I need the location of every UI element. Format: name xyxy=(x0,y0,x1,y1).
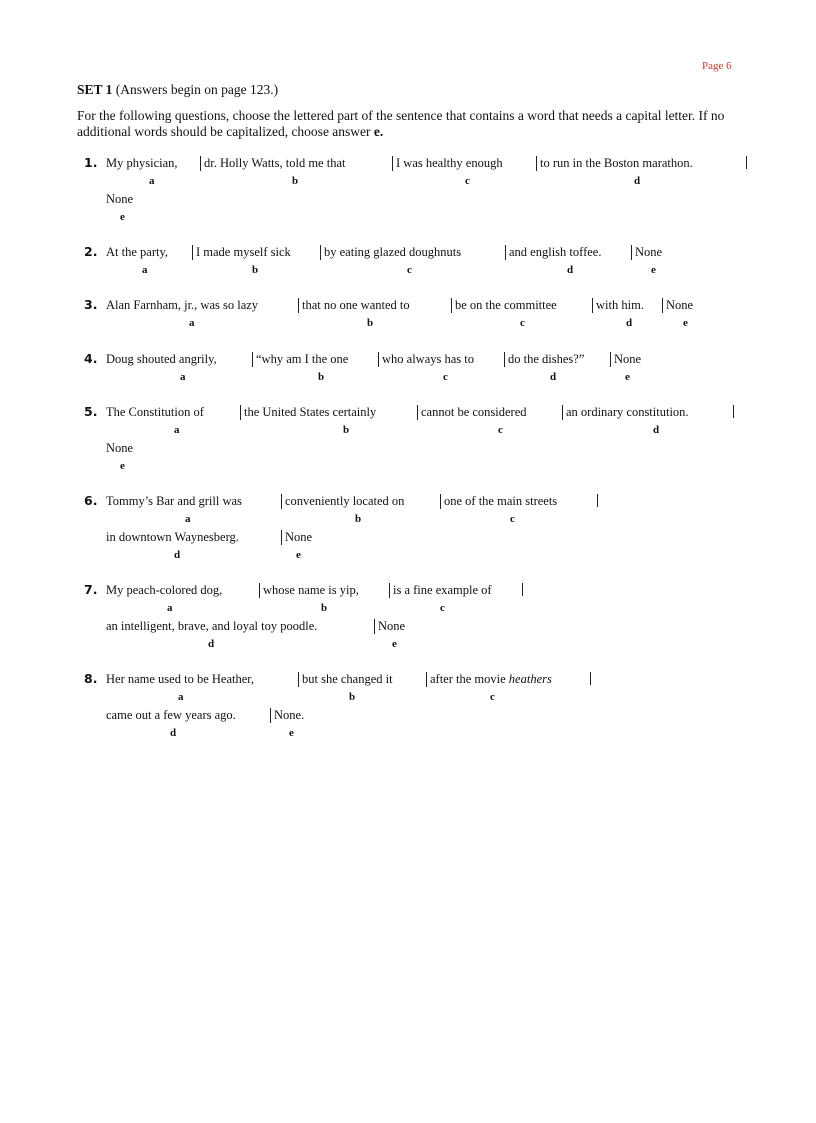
letter-d: d xyxy=(653,424,660,436)
answer-part-e[interactable]: None xyxy=(662,298,693,313)
letter-c: c xyxy=(440,602,445,614)
answer-part-a[interactable]: My physician, xyxy=(106,156,178,170)
answer-part-c[interactable]: be on the committee xyxy=(451,298,557,313)
answer-part-e[interactable]: None. xyxy=(270,708,304,723)
letter-e: e xyxy=(651,264,656,276)
letter-e: e xyxy=(120,211,125,223)
letter-d: d xyxy=(626,317,633,329)
letter-c: c xyxy=(498,424,503,436)
letter-b: b xyxy=(318,371,325,383)
answer-part-e[interactable]: None xyxy=(374,619,405,634)
answer-part-a[interactable]: At the party, xyxy=(106,245,169,259)
question-number: 1. xyxy=(84,155,98,170)
answer-part-a[interactable]: The Constitution of xyxy=(106,405,204,419)
answer-part-b[interactable]: conveniently located on xyxy=(281,494,404,509)
letter-e: e xyxy=(296,549,301,561)
letter-d: d xyxy=(208,638,215,650)
set-title: SET 1 xyxy=(77,82,113,97)
answer-part-b[interactable]: the United States certainly xyxy=(240,405,376,420)
divider xyxy=(597,494,598,507)
divider xyxy=(590,672,591,685)
letter-c: c xyxy=(443,371,448,383)
page-number: Page 6 xyxy=(702,60,732,72)
letter-b: b xyxy=(355,513,362,525)
divider xyxy=(746,156,747,169)
letter-c: c xyxy=(490,691,495,703)
answer-part-c[interactable]: I was healthy enough xyxy=(392,156,503,171)
answer-part-b[interactable]: I made myself sick xyxy=(192,245,291,260)
answer-part-e[interactable]: None xyxy=(281,530,312,545)
answer-part-e[interactable]: None xyxy=(106,441,134,455)
answer-part-c[interactable]: by eating glazed doughnuts xyxy=(320,245,461,260)
letter-d: d xyxy=(550,371,557,383)
question-number: 6. xyxy=(84,493,98,508)
letter-e: e xyxy=(683,317,688,329)
letter-d: d xyxy=(174,549,181,561)
letter-e: e xyxy=(625,371,630,383)
letter-b: b xyxy=(349,691,356,703)
letter-c: c xyxy=(510,513,515,525)
letter-b: b xyxy=(321,602,328,614)
divider xyxy=(733,405,734,418)
answer-part-e[interactable]: None xyxy=(106,192,134,206)
answer-part-e[interactable]: None xyxy=(631,245,662,260)
answer-part-d[interactable]: came out a few years ago. xyxy=(106,708,236,722)
answer-part-b[interactable]: but she changed it xyxy=(298,672,393,687)
question-number: 7. xyxy=(84,582,98,597)
answer-part-e[interactable]: None xyxy=(610,352,641,367)
instructions xyxy=(77,108,757,140)
letter-b: b xyxy=(343,424,350,436)
letter-c: c xyxy=(407,264,412,276)
instructions-text: For the following questions, choose the lettered part of the sentence that contains a word that needs a capital letter. If no additional words should be capitalized, choose answer xyxy=(77,108,725,139)
divider xyxy=(522,583,523,596)
letter-a: a xyxy=(174,424,180,436)
letter-c: c xyxy=(465,175,470,187)
letter-a: a xyxy=(189,317,195,329)
question-number: 2. xyxy=(84,244,98,259)
letter-e: e xyxy=(120,460,125,472)
answer-part-a[interactable]: Her name used to be Heather, xyxy=(106,672,255,686)
letter-e: e xyxy=(289,727,294,739)
question-number: 8. xyxy=(84,671,98,686)
letter-a: a xyxy=(185,513,191,525)
set-heading xyxy=(77,82,278,98)
set-note: (Answers begin on page 123.) xyxy=(115,82,279,97)
answer-part-a[interactable]: Tommy’s Bar and grill was xyxy=(106,494,242,508)
letter-c: c xyxy=(520,317,525,329)
answer-part-d[interactable]: an intelligent, brave, and loyal toy poodle. xyxy=(106,619,318,633)
answer-part-c[interactable] xyxy=(426,672,552,687)
answer-part-c[interactable]: is a fine example of xyxy=(389,583,492,598)
answer-part-a[interactable]: My peach-colored dog, xyxy=(106,583,223,597)
letter-b: b xyxy=(252,264,259,276)
letter-e: e xyxy=(392,638,397,650)
letter-b: b xyxy=(367,317,374,329)
answer-part-d[interactable]: to run in the Boston marathon. xyxy=(536,156,693,171)
answer-part-d[interactable]: an ordinary constitution. xyxy=(562,405,689,420)
instructions-answer: e. xyxy=(373,124,384,139)
answer-part-c[interactable]: who always has to xyxy=(378,352,474,367)
letter-a: a xyxy=(180,371,186,383)
answer-part-c[interactable]: cannot be considered xyxy=(417,405,527,420)
question-number: 5. xyxy=(84,404,98,419)
answer-part-d[interactable]: with him. xyxy=(592,298,644,313)
letter-a: a xyxy=(149,175,155,187)
answer-part-d[interactable]: and english toffee. xyxy=(505,245,601,260)
answer-part-a[interactable]: Doug shouted angrily, xyxy=(106,352,217,366)
answer-part-d[interactable]: do the dishes?” xyxy=(504,352,584,367)
answer-part-b[interactable]: whose name is yip, xyxy=(259,583,359,598)
answer-part-b[interactable]: that no one wanted to xyxy=(298,298,410,313)
letter-a: a xyxy=(178,691,184,703)
letter-d: d xyxy=(567,264,574,276)
answer-part-b[interactable]: dr. Holly Watts, told me that xyxy=(200,156,345,171)
question-number: 4. xyxy=(84,351,98,366)
answer-part-a[interactable]: Alan Farnham, jr., was so lazy xyxy=(106,298,259,312)
question-number: 3. xyxy=(84,297,98,312)
letter-d: d xyxy=(634,175,641,187)
letter-d: d xyxy=(170,727,177,739)
answer-part-c-italic: heathers xyxy=(508,672,552,686)
letter-a: a xyxy=(142,264,148,276)
letter-b: b xyxy=(292,175,299,187)
answer-part-b[interactable]: “why am I the one xyxy=(252,352,348,367)
answer-part-c-text: after the movie xyxy=(430,672,506,686)
answer-part-c[interactable]: one of the main streets xyxy=(440,494,557,509)
letter-a: a xyxy=(167,602,173,614)
answer-part-d[interactable]: in downtown Waynesberg. xyxy=(106,530,239,544)
